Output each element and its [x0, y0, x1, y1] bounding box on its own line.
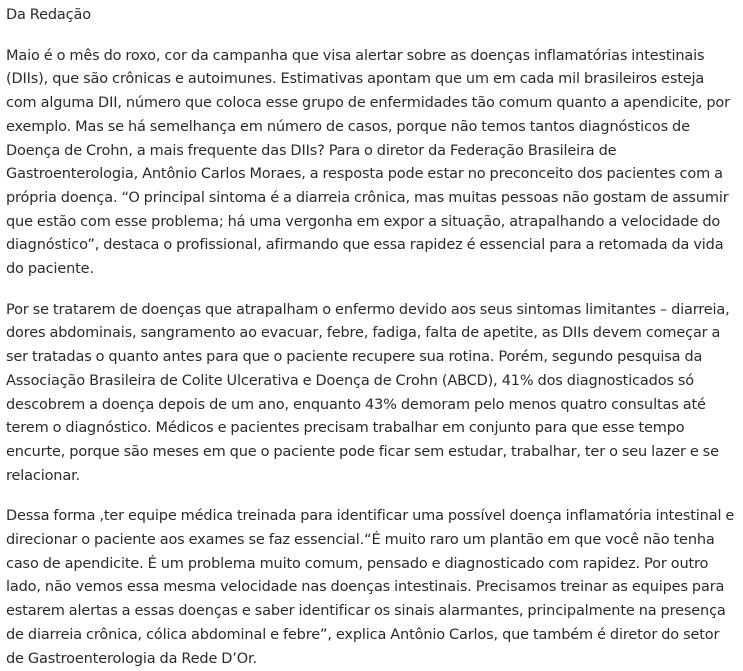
paragraph-2: Por se tratarem de doenças que atrapalham o enfermo devido aos seus sintomas limitantes – diarreia, dores abdominais, sangramento ao evacuar, febre, fadiga, falta de apetite, as DIIs devem começar a ser tratadas o quanto antes para que o paciente recupere sua rotina. Porém, segundo pesquisa da Associação Brasileira de Colite Ulcerativa e Doença de Crohn (ABCD), 41% dos diagnosticados só descobrem a doença depois de um ano, enquanto 43% demoram pelo menos quatro consultas até terem o diagnóstico. Médicos e pacientes precisam trabalhar em conjunto para que esse tempo encurte, porque são meses em que o paciente pode ficar sem estudar, trabalhar, ter o seu lazer e se relacionar.: [6, 301, 730, 484]
paragraph-3: Dessa forma ,ter equipe médica treinada para identificar uma possível doença inflamatória intestinal e direcionar o paciente aos exames se faz essencial.“É muito raro um plantão em que você não tenha caso de apendicite. É um problema muito comum, pensado e diagnosticado com rapidez. Por outro lado, não vemos essa mesma velocidade nas doenças intestinais. Precisamos treinar as equipes para estarem alertas a essas doenças e saber identificar os sinais alarmantes, principalmente na presença de diarreia crônica, cólica abdominal e febre”, explica Antônio Carlos, que também é diretor do setor de Gastroenterologia da Rede D’Or.: [6, 508, 735, 667]
byline: Da Redação: [6, 7, 91, 23]
paragraph-1: Maio é o mês do roxo, cor da campanha que visa alertar sobre as doenças inflamatórias intestinais (DIIs), que são crônicas e autoimunes. Estimativas apontam que um em cada mil brasileiros esteja com alguma DII, número que coloca esse grupo de enfermidades tão comum quanto a apendicite, por exemplo. Mas se há semelhança em número de casos, porque não temos tantos diagnósticos de Doença de Crohn, a mais frequente das DIIs? Para o diretor da Federação Brasileira de Gastroenterologia, Antônio Carlos Moraes, a resposta pode estar no preconceito dos pacientes com a própria doença. “O principal sintoma é a diarreia crônica, mas muitas pessoas não gostam de assumir que estão com esse problema; há uma vergonha em expor a situação, atrapalhando a velocidade do diagnóstico”, destaca o profissional, afirmando que essa rapidez é essencial para a retomada da vida do paciente.: [6, 47, 730, 278]
